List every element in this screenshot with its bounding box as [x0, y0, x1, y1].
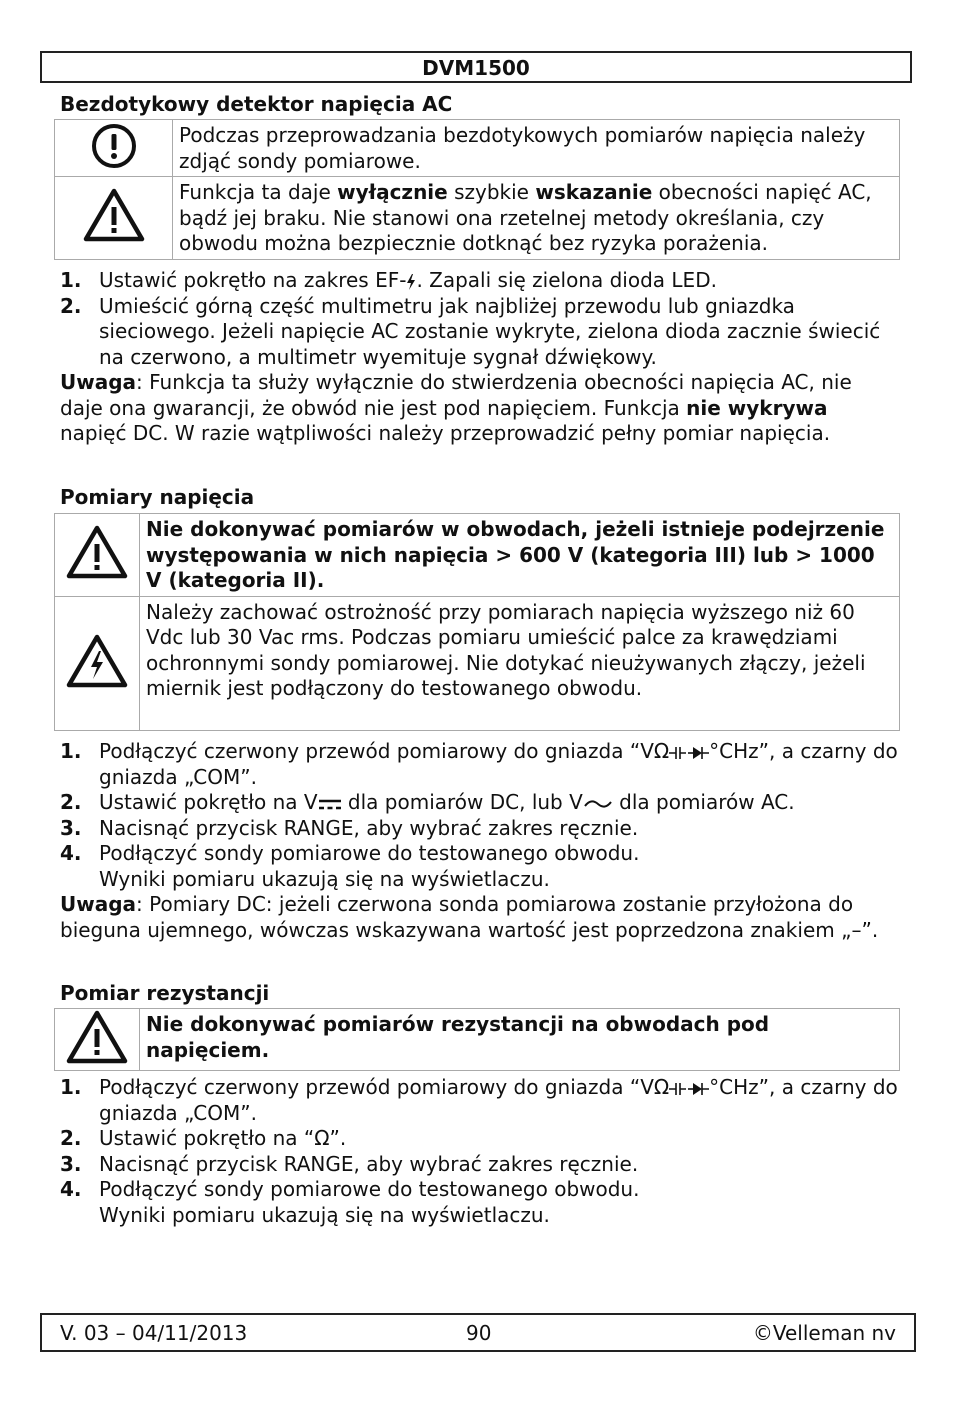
document-footer [40, 1313, 916, 1352]
warning-text: Nie dokonywać pomiarów rezystancji na obwodach pod napięciem. [140, 1009, 900, 1071]
warning-icon-cell [55, 514, 140, 597]
steps-list [60, 739, 900, 892]
list-item: 1. Ustawić pokrętło na zakres EF- . Zapali się zielona dioda LED. [60, 268, 717, 292]
warning-icon-cell [55, 177, 173, 260]
list-item: 3. Nacisnąć przycisk RANGE, aby wybrać zakres ręcznie. [60, 815, 639, 840]
list-item: 1. Podłączyć czerwony przewód pomiarowy do gniazda “VΩ °CHz”, a czarny do gniazda „COM”. [60, 1075, 898, 1125]
list-item: 2. Ustawić pokrętło na “Ω”. [60, 1126, 347, 1150]
exclamation-circle-icon [89, 124, 139, 168]
warning-icon-cell [55, 120, 173, 177]
warning-row [55, 514, 900, 597]
warning-triangle-icon [82, 187, 146, 243]
steps-resistance [60, 1075, 900, 1228]
capacitor-diode-icon [669, 1081, 709, 1097]
section-title-voltage: Pomiary napięcia [60, 485, 255, 509]
copyright: ©Velleman nv [752, 1321, 896, 1345]
warning-table-ac-detector [54, 119, 900, 260]
warning-row [55, 177, 900, 260]
warning-text: Nie dokonywać pomiarów w obwodach, jeżeli istnieje podejrzenie występowania w nich napięcia > 600 V (kategoria III) lub > 1000 V (kategoria II). [140, 514, 900, 597]
warning-text: Podczas przeprowadzania bezdotykowych pomiarów napięcia należy zdjąć sondy pomiarowe. [173, 120, 900, 177]
steps-and-note-voltage [60, 739, 900, 943]
warning-row [55, 596, 900, 730]
warning-icon-cell [55, 596, 140, 730]
section-title-ac-detector: Bezdotykowy detektor napięcia AC [60, 92, 453, 116]
dc-symbol-icon [318, 797, 342, 811]
warning-table-voltage [54, 513, 900, 731]
warning-row [55, 120, 900, 177]
warning-table-resistance [54, 1008, 900, 1071]
model-name: DVM1500 [422, 56, 530, 80]
ac-symbol-icon [583, 797, 613, 811]
list-item: 2. Ustawić pokrętło na V dla pomiarów DC, lub V dla pomiarów AC. [60, 790, 795, 814]
list-item: 3. Nacisnąć przycisk RANGE, aby wybrać zakres ręcznie. [60, 1151, 639, 1176]
note-paragraph: Uwaga: Funkcja ta służy wyłącznie do stwierdzenia obecności napięcia AC, nie daje ona gwarancji, że obwód nie jest pod napięciem. Funkcja nie wykrywa napięć DC. W razie wątpliwości należy przeprowadzić pełny pomiar napięcia. [60, 370, 852, 445]
warning-text: Funkcja ta daje wyłącznie szybkie wskazanie obecności napięć AC, bądź jej braku. Nie stanowi ona rzetelnej metody określania, czy obwodu można bezpiecznie dotknąć bez ryzyka porażenia. [173, 177, 900, 260]
warning-triangle-icon [65, 524, 129, 580]
steps-list [60, 268, 900, 370]
page-number: 90 [466, 1321, 492, 1345]
warning-row [55, 1009, 900, 1071]
capacitor-diode-icon [669, 745, 709, 761]
note-paragraph: Uwaga: Pomiary DC: jeżeli czerwona sonda pomiarowa zostanie przyłożona do bieguna ujemnego, wówczas wskazywana wartość jest poprzedzona znakiem „–”. [60, 892, 879, 942]
steps-list [60, 1075, 900, 1228]
list-item: 2. Umieścić górną część multimetru jak najbliżej przewodu lub gniazdka sieciowego. Jeżeli napięcie AC zostanie wykryte, zielona dioda zacznie świecić na czerwono, a multimetr wyemituje sygnał dźwiękowy. [60, 293, 881, 369]
steps-and-note-ac-detector [60, 268, 900, 447]
version-date: V. 03 – 04/11/2013 [60, 1321, 248, 1345]
list-item: 4. Podłączyć sondy pomiarowe do testowanego obwodu. Wyniki pomiaru ukazują się na wyświetlaczu. [60, 1177, 640, 1227]
warning-text: Należy zachować ostrożność przy pomiarach napięcia wyższego niż 60 Vdc lub 30 Vac rms. Podczas pomiaru umieścić palce za krawędziami ochronnymi sondy pomiarowej. Nie dotykać nieużywanych złączy, jeżeli miernik jest podłączony do testowanego obwodu. [140, 596, 900, 730]
list-item: 1. Podłączyć czerwony przewód pomiarowy do gniazda “VΩ °CHz”, a czarny do gniazda „COM”. [60, 739, 898, 789]
warning-icon-cell [55, 1009, 140, 1071]
document-header [40, 51, 912, 83]
list-item: 4. Podłączyć sondy pomiarowe do testowanego obwodu. Wyniki pomiaru ukazują się na wyświetlaczu. [60, 841, 640, 891]
lightning-icon [406, 274, 416, 290]
high-voltage-triangle-icon [65, 633, 129, 689]
section-title-resistance: Pomiar rezystancji [60, 981, 270, 1005]
warning-triangle-icon [65, 1009, 129, 1065]
